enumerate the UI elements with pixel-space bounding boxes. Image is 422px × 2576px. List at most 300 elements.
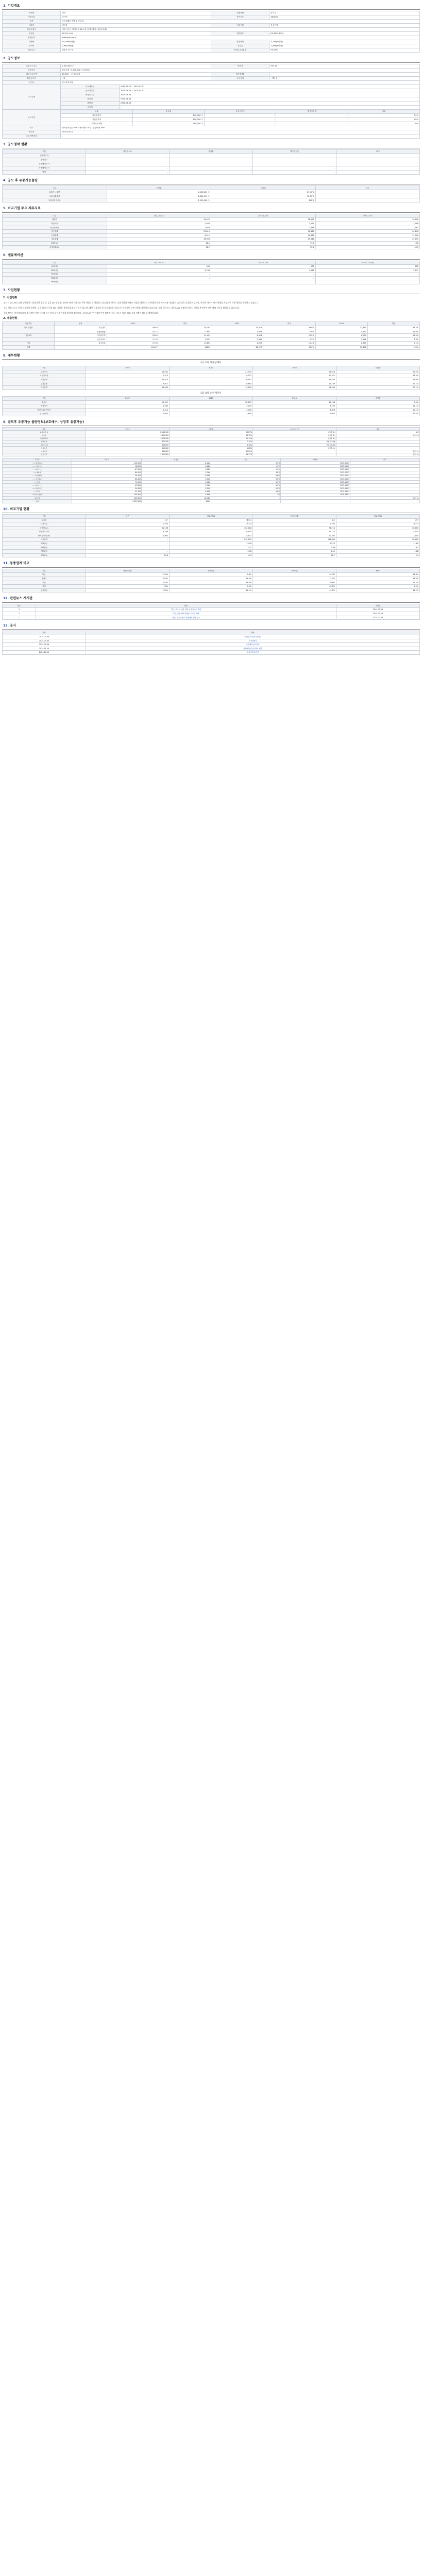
table-cell: 3: [3, 608, 36, 612]
table-cell: 21.11%: [170, 437, 253, 440]
table-cell: -: [86, 542, 170, 546]
table-cell: 2025.04.04: [119, 97, 419, 101]
float-table: [2, 185, 420, 202]
table-row: [3, 453, 420, 456]
table-cell: 5.9: [336, 553, 420, 557]
table-cell: 2,962: [315, 226, 420, 230]
section-news: [2, 596, 420, 620]
table-cell: 2025.02.06: [3, 643, 86, 647]
link-cell[interactable]: 상장예비심사신청서 제출: [86, 647, 420, 651]
sales-subtitle: 2. 매출현황: [3, 317, 18, 320]
table-cell: 18,405: [170, 530, 253, 534]
table-cell: 55.6: [211, 245, 316, 249]
business-paragraph: 향후 당사는 마이데이터 및 블록체인 기반 디지털 자산 관리 분야로 사업을 확장할 계획이며, 공모자금은 연구개발 인력 확충과 신규 서비스 개발, 해외 시장 진출에 활용될 예정입니다.: [4, 312, 159, 315]
table-cell: 상장후 1년: [253, 447, 336, 450]
table-cell: 2015.12.03: [61, 32, 211, 36]
column-header: 2022: [86, 396, 170, 400]
table-cell: -: [315, 273, 420, 277]
table-cell: 10,883: [170, 382, 253, 386]
row-label: 환불일: [61, 101, 119, 105]
column-header: 2024: [315, 322, 367, 326]
table-cell: 3,628: [253, 408, 336, 412]
table-cell: -: [253, 453, 336, 456]
section-key-financials: [2, 206, 420, 249]
table-cell: 1,820,000: [86, 434, 170, 437]
table-row: [3, 573, 420, 577]
link-cell[interactable]: 더즌, 한국거래소 상장예비심사 통과: [36, 616, 336, 620]
column-header: 2022.12.31: [107, 214, 211, 218]
column-header: 일자: [3, 631, 86, 635]
row-label: 순이익: [3, 44, 61, 48]
schedule-label: 주요일정: [3, 84, 61, 109]
table-cell: 27.47%: [211, 190, 316, 194]
table-cell: -: [86, 154, 170, 158]
table-cell: 102,418: [170, 526, 253, 530]
table-cell: 6개월: [211, 487, 281, 490]
table-row: [3, 326, 420, 330]
table-cell: -: [253, 154, 336, 158]
table-cell: 8.3%: [159, 337, 211, 342]
table-cell: 1,000,000 주: [61, 64, 211, 68]
table-row: [3, 15, 420, 20]
table-cell: -: [211, 276, 316, 280]
column-header: 비중: [159, 322, 211, 326]
table-cell: 325,899: [86, 444, 170, 447]
table-row: [3, 382, 420, 386]
row-label: 비유동자산: [3, 374, 86, 378]
row-label: ㅎㅎ캐피탈: [3, 471, 72, 474]
row-label: 금융API: [3, 334, 55, 338]
table-cell: 1개월: [211, 468, 281, 471]
table-cell: 02-6329-1201: [269, 32, 420, 36]
table-cell: 19.2%: [336, 412, 420, 416]
table-cell: 2,342: [211, 337, 263, 342]
column-header: 주당공모가: [205, 109, 276, 113]
table-cell: -: [211, 280, 316, 284]
column-header: 보호예수기간: [253, 428, 336, 431]
table-cell: 30,447: [211, 230, 316, 234]
column-header: 구분: [3, 214, 107, 218]
table-cell: 20.79: [253, 542, 336, 546]
table-cell: - 원: [61, 76, 211, 80]
balance-sheet-table: [2, 366, 420, 390]
row-label: 시장구분: [3, 522, 86, 527]
offering-table: [2, 64, 420, 85]
table-row: [3, 412, 420, 416]
table-cell: 100%: [211, 198, 316, 202]
column-header: 작성일: [336, 604, 419, 608]
overview-table: [2, 11, 420, 53]
table-cell: 1,943: [107, 226, 211, 230]
table-cell: 2,945,000: [86, 431, 170, 434]
row-label: 비고: [3, 126, 61, 130]
row-label: 수요예측결과: [3, 134, 61, 138]
table-cell: 4,545: [211, 268, 316, 273]
table-cell: 2026.04.07: [281, 493, 350, 496]
table-cell: 확약: [336, 431, 420, 434]
column-header: 사업부문: [3, 322, 55, 326]
table-cell: 1.68: [336, 550, 420, 554]
row-label: 액면가: [211, 64, 269, 68]
table-row: [3, 518, 420, 522]
table-row[interactable]: [3, 635, 420, 639]
table-cell: 25,918: [253, 370, 336, 374]
table-cell: 19.0%: [336, 378, 420, 382]
table-cell: 480: [107, 265, 211, 269]
table-cell: 12.7: [253, 553, 336, 557]
table-row: [3, 28, 420, 32]
table-row: [3, 585, 420, 589]
row-label: 상장예정주식수: [3, 198, 107, 202]
table-row: [3, 190, 420, 194]
table-cell: 2,484: [211, 226, 316, 230]
table-cell: 12,430: [315, 326, 367, 330]
table-cell: 상장후 6개월: [253, 444, 336, 447]
table-cell: 1,000,000: [86, 453, 170, 456]
column-header: 지분율: [170, 428, 253, 431]
table-cell: 573: [211, 265, 316, 269]
table-cell: 54.3: [315, 245, 420, 249]
table-cell: 2,584(백만원): [269, 44, 420, 48]
row-label: IR일자: [3, 130, 61, 134]
business-subtitle: 1. 사업현황: [3, 296, 18, 300]
table-cell: 1개월: [211, 462, 281, 465]
table-cell: -: [205, 117, 276, 122]
table-cell: -: [119, 105, 419, 109]
table-row: [3, 194, 420, 198]
row-label: 종목명: [3, 11, 61, 15]
table-cell: 6개월: [211, 490, 281, 493]
link-cell[interactable]: 투자설명서: [86, 639, 420, 643]
row-label: 전화번호: [211, 32, 269, 36]
table-row: [3, 265, 420, 269]
table-row: [3, 337, 420, 342]
table-cell: 5,197: [315, 268, 420, 273]
column-header: 품목: [55, 322, 107, 326]
table-row: [3, 342, 420, 346]
table-row: [3, 64, 420, 68]
table-cell: 7.4%: [336, 400, 420, 404]
column-header: 2023.12.31: [107, 261, 211, 265]
row-label: ㄷㄷ증권: [3, 481, 72, 484]
table-cell: 16,903: [86, 386, 170, 390]
table-row[interactable]: [3, 651, 420, 655]
table-cell: 청약증거금율 50% / 최소청약 10주 / 균등배정 50%: [61, 126, 420, 130]
table-row: [3, 553, 420, 557]
row-label: 비례배정주식: [3, 166, 86, 171]
section-title: 8. 재무현황: [2, 353, 420, 360]
table-cell: 31.2%: [253, 577, 336, 581]
table-cell: 28,127: [211, 218, 316, 222]
table-cell: 652: [315, 265, 420, 269]
section-financials: [2, 353, 420, 416]
table-cell: 2,516: [315, 337, 367, 342]
table-cell: 데이터중계: [55, 334, 107, 338]
table-cell: 1개월: [211, 465, 281, 468]
table-cell: 1.88%: [142, 493, 211, 496]
table-cell: -: [205, 122, 276, 126]
table-cell: 38.7%: [159, 326, 211, 330]
table-cell: -: [276, 113, 348, 117]
row-label: 당기순이익(24): [3, 534, 86, 538]
table-cell: 1.88%: [170, 447, 253, 450]
table-cell: 3,784: [107, 268, 211, 273]
table-cell: 19.2%: [336, 370, 420, 374]
table-cell: -: [253, 158, 336, 162]
link-cell[interactable]: 더즌, 금융 API 플랫폼 고객사 확대: [36, 612, 336, 616]
link-cell[interactable]: 상장예비심사결과: [86, 643, 420, 647]
allocation-label: 공모사항: [3, 109, 61, 126]
table-row: [3, 134, 420, 138]
table-cell: 1.55%: [142, 478, 211, 481]
table-cell: 3,102: [170, 404, 253, 409]
table-cell: 100,000: [72, 493, 142, 496]
row-label: 영업이익: [3, 404, 86, 409]
table-cell: 545,601: [86, 450, 170, 453]
row-label: 자산총계: [3, 378, 86, 382]
row-label: 유동자산: [3, 370, 86, 374]
row-label: 당기순이익: [3, 412, 86, 416]
row-label: 김용우: [3, 434, 86, 437]
row-label: 공모주주: [3, 453, 86, 456]
table-cell: 100%: [263, 346, 315, 350]
peers-table: [2, 514, 420, 558]
table-cell: 18.5%: [336, 374, 420, 378]
table-cell: 2,563: [107, 222, 211, 226]
table-row[interactable]: [3, 616, 420, 620]
column-header: 지분율: [142, 458, 211, 461]
table-row[interactable]: [3, 612, 420, 616]
income-statement-caption: (2) 요약 손익계산서: [200, 392, 222, 395]
table-cell: 20.1%: [336, 386, 420, 390]
table-cell: [315, 194, 420, 198]
table-cell: 72.53%: [211, 194, 316, 198]
table-cell: 2025.10.07: [281, 484, 350, 487]
table-cell: 250,000 주: [132, 113, 204, 117]
table-cell: -: [61, 134, 420, 138]
table-cell: 36,240: [253, 378, 336, 382]
link-cell[interactable]: 증권신고서(지분증권): [86, 635, 420, 639]
table-cell: 13.6: [211, 241, 316, 245]
row-label: 벤처금융: [3, 440, 86, 443]
table-cell: 65%: [348, 117, 419, 122]
table-cell: 상장후 3년: [253, 434, 336, 437]
table-cell: 15,627: [170, 534, 253, 538]
table-cell: 2025.04.04: [119, 93, 419, 97]
header-row: [3, 109, 420, 113]
table-cell: 2.11%: [142, 462, 211, 465]
table-cell: 18.0%: [86, 577, 170, 581]
table-cell: 71,200: [72, 481, 142, 484]
table-cell: 64,500: [72, 471, 142, 474]
table-cell: 5,329,000 주: [107, 198, 211, 202]
row-label: 홈페이지: [3, 36, 61, 40]
table-row: [3, 154, 420, 158]
table-cell: 15.3%: [170, 577, 253, 581]
column-header: 구분: [3, 186, 107, 190]
link-cell[interactable]: 주요사항보고서: [86, 651, 420, 655]
row-label: 청약건수: [3, 158, 86, 162]
table-cell: 25,815: [86, 378, 170, 382]
table-cell: 2025.03.04: [3, 635, 86, 639]
table-cell: 242,100: [170, 538, 253, 542]
table-cell: 2,929: [211, 342, 263, 346]
row-label: 특수관계인: [3, 437, 86, 440]
table-cell: 10.8%: [159, 342, 211, 346]
table-cell: 9.1%: [367, 342, 419, 346]
table-cell: 52,199: [72, 490, 142, 493]
table-row: [3, 500, 420, 503]
table-cell: 통합플랫폼: [55, 330, 107, 334]
section-industry-compare: [2, 561, 420, 592]
table-row: [3, 68, 420, 72]
row-label: 합계: [3, 171, 86, 175]
table-cell: 12,110: [253, 530, 336, 534]
table-cell: 7,413: [86, 374, 170, 378]
table-row: [3, 48, 420, 53]
column-header: 지분율: [211, 186, 316, 190]
table-cell: 2025.03.04: [3, 639, 86, 643]
table-cell: 30,447: [170, 378, 253, 382]
row-label: 당기순이익: [3, 226, 107, 230]
table-row: [3, 76, 420, 80]
header-row: [3, 261, 420, 265]
table-cell: 인증서비스: [55, 337, 107, 342]
table-cell: 6개월: [211, 481, 281, 484]
row-label: 시장구분: [3, 15, 61, 20]
section-lockup: [2, 419, 420, 503]
table-cell: 6,905: [315, 334, 367, 338]
row-label: 주간사: [3, 80, 61, 84]
table-row: [3, 245, 420, 249]
table-cell: 30,198: [315, 218, 420, 222]
row-label: PSR(배): [3, 280, 107, 284]
row-label: 기관투자자: [3, 444, 86, 447]
table-cell: 16,903: [107, 238, 211, 242]
column-header: 주주명: [3, 458, 72, 461]
allocation-table: [2, 109, 420, 126]
row-label: ㅂㅂ인베스트: [3, 487, 72, 490]
row-label: 보호예수물량: [3, 194, 107, 198]
table-cell: 상장후 3년: [253, 437, 336, 440]
table-row[interactable]: [3, 639, 420, 643]
column-header: 경쟁률: [170, 150, 253, 154]
table-row: [3, 534, 420, 538]
row-label: [3, 337, 55, 342]
table-cell: 소프트웨어 개발 및 공급업: [61, 20, 420, 24]
table-cell: 2,962(백만원): [61, 44, 211, 48]
table-cell: - 백만원: [269, 76, 420, 80]
table-row[interactable]: [3, 647, 420, 651]
column-header: 주식수: [86, 428, 170, 431]
table-cell: 8,912: [107, 233, 211, 238]
table-cell: -: [269, 72, 420, 76]
column-header: 구분: [3, 428, 86, 431]
table-row: [3, 158, 420, 162]
table-cell: 2.64: [253, 546, 336, 550]
column-header: 주식수: [72, 458, 142, 461]
lockup-detail-table: [2, 458, 420, 503]
table-cell: 19,564: [170, 386, 253, 390]
valuation-table: [2, 261, 420, 285]
row-label: ㅈㅈ투자: [3, 490, 72, 493]
table-row: [3, 577, 420, 581]
header-row: [3, 396, 420, 400]
table-cell: 100,000 주: [132, 122, 204, 126]
row-label: ㄴㄴ자산운용: [3, 478, 72, 481]
table-cell: 5,329,000: [72, 500, 142, 503]
table-cell: -: [276, 122, 348, 126]
table-row: [3, 72, 420, 76]
table-cell: 30,198: [86, 526, 170, 530]
section-valuation: [2, 252, 420, 284]
column-header: 영업이익률: [86, 569, 170, 573]
table-cell: 5.3%: [170, 585, 253, 589]
table-cell: 김용우 외 7인: [61, 48, 211, 53]
table-cell: -: [315, 280, 420, 284]
table-row: [3, 117, 420, 122]
table-row[interactable]: [3, 643, 420, 647]
table-row: [3, 370, 420, 374]
table-cell: 11,215: [211, 326, 263, 330]
header-row: [3, 186, 420, 190]
schedule-row: [3, 93, 420, 97]
row-label: ROE(%): [3, 553, 86, 557]
table-cell: 6개월: [211, 484, 281, 487]
section-offering-info: [2, 56, 420, 138]
table-row: [3, 530, 420, 534]
table-cell: 17.9%: [263, 330, 315, 334]
table-row[interactable]: [3, 608, 420, 612]
table-cell: 2025.03.20 ~ 2025.03.27: [119, 84, 419, 89]
row-label: 진행상황: [211, 11, 269, 15]
row-label: ㄹㄹ파트너스: [3, 484, 72, 487]
table-cell: 더즌: [61, 11, 211, 15]
table-cell: 21.1%: [336, 404, 420, 409]
table-cell: -: [253, 450, 336, 453]
column-header: 더즌: [86, 514, 170, 518]
table-cell: 10.24%: [170, 450, 253, 453]
row-label: 자본총계: [3, 238, 107, 242]
table-cell: 8,912: [86, 382, 170, 386]
row-label: 더즌: [3, 573, 86, 577]
column-header: 청약주식수: [86, 150, 170, 154]
table-row: [3, 374, 420, 378]
table-row: [3, 222, 420, 226]
table-row: [3, 241, 420, 245]
table-cell: 41.2%: [367, 326, 419, 330]
column-header: 증감률: [336, 396, 420, 400]
column-header: 기간: [211, 458, 281, 461]
table-cell: -: [86, 171, 170, 175]
table-cell: [281, 500, 350, 503]
row-label: 일반청약자: [3, 154, 86, 158]
table-cell: -: [336, 171, 420, 175]
disclosure-table: [2, 631, 420, 655]
table-row: [3, 44, 420, 48]
row-label: 우리사주조합: [3, 493, 72, 496]
table-cell: 98,000: [72, 465, 142, 468]
row-label: 기업구분: [211, 24, 269, 28]
sales-table: [2, 321, 420, 349]
link-cell[interactable]: 더즌, 코스닥 상장 위한 증권신고서 제출: [36, 608, 336, 612]
table-cell: 22.9%: [367, 334, 419, 338]
section-disclosure: [2, 623, 420, 655]
row-label: ㄱㄱ투자조합: [3, 474, 72, 477]
table-row: [3, 238, 420, 242]
table-cell: -: [281, 497, 350, 500]
table-cell: 52.7: [107, 245, 211, 249]
